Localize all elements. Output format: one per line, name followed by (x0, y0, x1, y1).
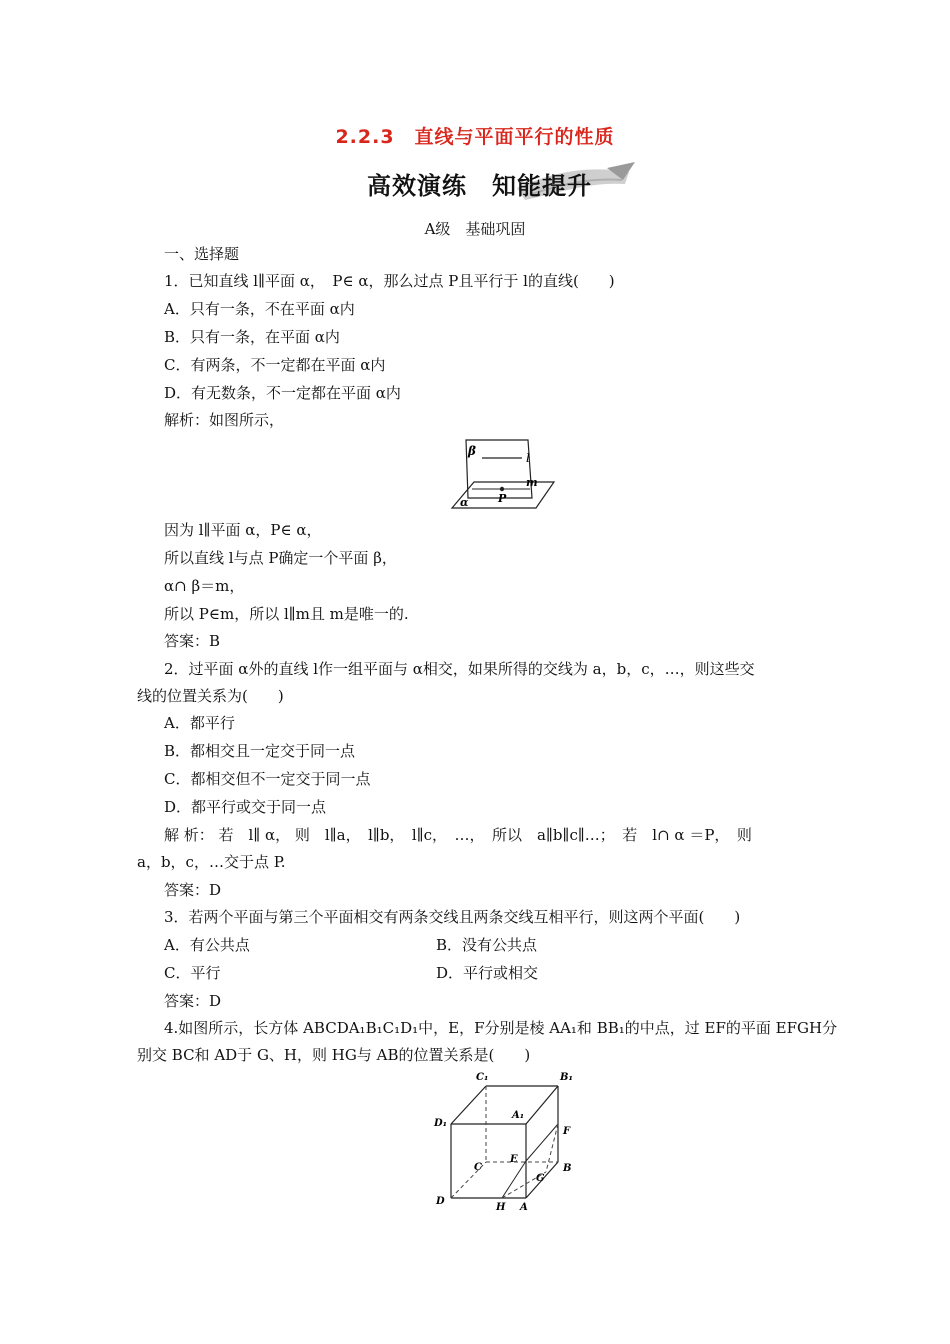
question-2-option-c: C．都相交但不一定交于同一点 (164, 770, 371, 788)
label-b1: B₁ (560, 1072, 573, 1083)
label-h: H (496, 1202, 506, 1213)
question-2-option-b: B．都相交且一定交于同一点 (164, 742, 356, 760)
question-4-stem-line-1: 4.如图所示，长方体 ABCDA₁B₁C₁D₁中，E，F分别是棱 AA₁和 BB₁的中点，过 EF的平面 EFGH分 (164, 1019, 838, 1037)
cuboid-figure (428, 1070, 578, 1220)
question-3-option-d: D．平行或相交 (436, 964, 539, 982)
label-a1: A₁ (512, 1110, 525, 1121)
question-3-option-c: C．平行 (164, 964, 221, 982)
question-4-stem-line-2: 别交 BC和 AD于 G、H，则 HG与 AB的位置关系是( ) (137, 1046, 531, 1064)
label-p: P (498, 492, 507, 505)
label-d1: D₁ (434, 1118, 448, 1129)
question-1-reason-1: 因为 l∥平面 α，P∈ α， (164, 521, 322, 539)
question-2-stem-line-1: 2．过平面 α外的直线 l作一组平面与 α相交，如果所得的交线为 a，b，c，…，则这些交 (164, 660, 755, 678)
question-3-answer: 答案：D (164, 992, 222, 1010)
question-1-reason-3: α∩ β＝m， (164, 577, 245, 595)
question-3-option-a: A．有公共点 (164, 936, 250, 954)
question-2-option-a: A．都平行 (164, 714, 235, 732)
label-g: G (536, 1173, 545, 1184)
question-3-stem: 3．若两个平面与第三个平面相交有两条交线且两条交线互相平行，则这两个平面( ) (164, 908, 741, 926)
question-1-stem: 1．已知直线 l∥平面 α， P∈ α，那么过点 P且平行于 l的直线( ) (164, 272, 615, 290)
section-banner (367, 158, 637, 208)
banner-text: 高效演练 知能提升 (367, 172, 592, 200)
label-c1: C₁ (476, 1072, 489, 1083)
level-heading: A级 基础巩固 (424, 220, 526, 238)
section-heading: 一、选择题 (164, 245, 240, 263)
question-1-option-b: B．只有一条，在平面 α内 (164, 328, 340, 346)
label-c: C (474, 1162, 482, 1173)
question-1-reason-2: 所以直线 l与点 P确定一个平面 β， (164, 549, 397, 567)
label-d: D (436, 1196, 445, 1207)
question-2-option-d: D．都平行或交于同一点 (164, 798, 327, 816)
question-2-analysis-line-1: 解 析： 若 l∥ α， 则 l∥a， l∥b， l∥c， …， 所以 a∥b∥c∥…； 若 l∩ α ＝P， 则 (164, 826, 752, 844)
question-2-analysis-line-2: a，b，c，…交于点 P. (137, 853, 286, 871)
plane-figure (446, 436, 556, 514)
question-3-option-b: B．没有公共点 (436, 936, 538, 954)
question-1-answer: 答案：B (164, 632, 221, 650)
question-1-option-d: D．有无数条，不一定都在平面 α内 (164, 384, 401, 402)
label-alpha: α (460, 496, 469, 509)
label-b: B (563, 1163, 572, 1174)
label-a: A (520, 1202, 528, 1213)
question-2-answer: 答案：D (164, 881, 222, 899)
label-m: m (526, 476, 538, 489)
page-title: 2.2.3 直线与平面平行的性质 (335, 126, 615, 148)
question-2-stem-line-2: 线的位置关系为( ) (137, 687, 284, 705)
question-1-reason-4: 所以 P∈m，所以 l∥m且 m是唯一的. (164, 605, 409, 623)
label-l: l (526, 451, 530, 465)
question-1-analysis: 解析：如图所示， (164, 411, 285, 429)
question-1-option-c: C．有两条，不一定都在平面 α内 (164, 356, 386, 374)
label-e: E (510, 1154, 518, 1165)
question-1-option-a: A．只有一条，不在平面 α内 (164, 300, 355, 318)
label-f: F (563, 1126, 571, 1137)
label-beta: β (468, 444, 476, 458)
